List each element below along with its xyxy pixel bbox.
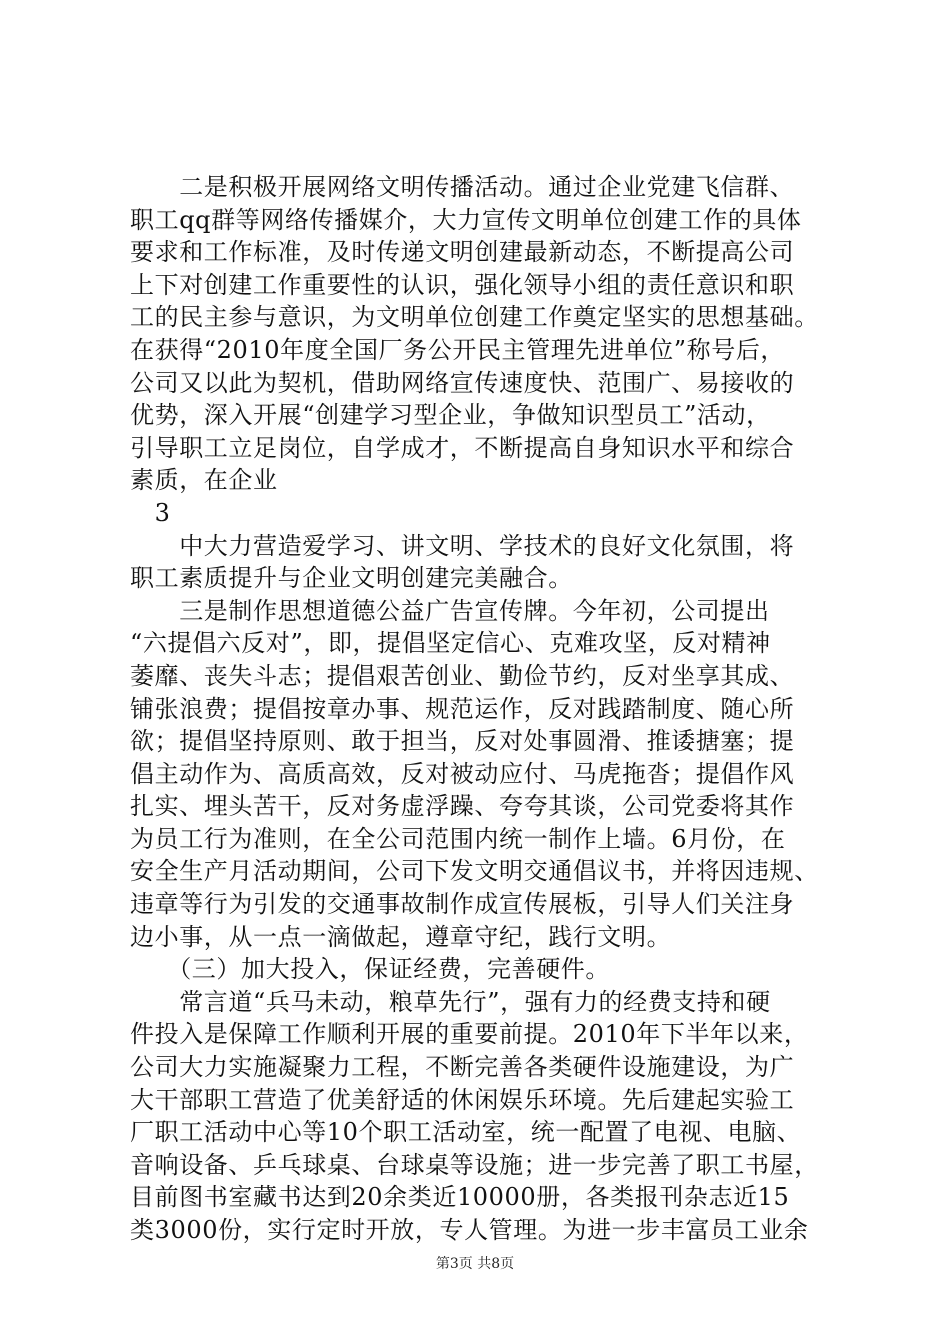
text-line: 音响设备、乒乓球桌、台球桌等设施；进一步完善了职工书屋， — [130, 1150, 819, 1179]
text-line: 素质，在企业 — [130, 466, 278, 495]
text-line: 职工qq群等网络传播媒介，大力宣传文明单位创建工作的具体 — [130, 205, 802, 234]
text-line: 公司又以此为契机，借助网络宣传速度快、范围广、易接收的 — [130, 368, 795, 397]
text-line: 扎实、埋头苦干，反对务虚浮躁、夸夸其谈，公司党委将其作 — [130, 792, 795, 821]
text-line: 为员工行为准则，在全公司范围内统一制作上墙。6月份，在 — [130, 824, 786, 853]
text-line: 优势，深入开展“创建学习型企业，争做知识型员工”活动， — [130, 401, 771, 430]
text-line: 厂职工活动中心等10个职工活动室，统一配置了电视、电脑、 — [130, 1118, 802, 1147]
text-line: 引导职工立足岗位，自学成才，不断提高自身知识水平和综合 — [130, 433, 795, 462]
text-line: 上下对创建工作重要性的认识，强化领导小组的责任意识和职 — [130, 270, 795, 299]
text-line: 萎靡、丧失斗志；提倡艰苦创业、勤俭节约，反对坐享其成、 — [130, 661, 795, 690]
text-line: 铺张浪费；提倡按章办事、规范运作，反对践踏制度、随心所 — [130, 694, 795, 723]
text-line: 工的民主参与意识，为文明单位创建工作奠定坚实的思想基础。 — [130, 303, 819, 332]
text-line: 边小事，从一点一滴做起，遵章守纪，践行文明。 — [130, 922, 672, 951]
text-line: 中大力营造爱学习、讲文明、学技术的良好文化氛围，将 — [130, 531, 795, 560]
page-footer: 第3页 共8页 — [435, 1256, 515, 1272]
text-line: 倡主动作为、高质高效，反对被动应付、马虎拖沓；提倡作风 — [130, 759, 795, 788]
text-line: （三）加大投入，保证经费，完善硬件。 — [130, 955, 610, 984]
text-line: 安全生产月活动期间，公司下发文明交通倡议书，并将因违规、 — [130, 857, 819, 886]
text-line: 要求和工作标准，及时传递文明创建最新动态，不断提高公司 — [130, 238, 795, 267]
text-line: 职工素质提升与企业文明创建完美融合。 — [130, 564, 573, 593]
text-line: 在获得“2010年度全国厂务公开民主管理先进单位”称号后， — [130, 335, 786, 364]
text-line: 三是制作思想道德公益广告宣传牌。今年初，公司提出 — [130, 596, 770, 625]
text-line: 违章等行为引发的交通事故制作成宣传展板，引导人们关注身 — [130, 890, 795, 919]
text-line: “六提倡六反对”，即，提倡坚定信心、克难攻坚，反对精神 — [130, 629, 771, 658]
text-line: 件投入是保障工作顺利开展的重要前提。2010年下半年以来， — [130, 1020, 809, 1049]
text-line: 目前图书室藏书达到20余类近10000册，各类报刊杂志近15 — [130, 1183, 790, 1212]
text-line: 大干部职工营造了优美舒适的休闲娱乐环境。先后建起实验工 — [130, 1085, 795, 1114]
text-line: 常言道“兵马未动，粮草先行”，强有力的经费支持和硬 — [130, 987, 771, 1016]
text-line: 欲；提倡坚持原则、敢于担当，反对处事圆滑、推诿搪塞；提 — [130, 727, 795, 756]
text-line: 公司大力实施凝聚力工程，不断完善各类硬件设施建设，为广 — [130, 1053, 795, 1082]
text-line: 3 — [130, 498, 171, 527]
document-body — [130, 171, 830, 1247]
text-line: 二是积极开展网络文明传播活动。通过企业党建飞信群、 — [130, 173, 795, 201]
text-line: 类3000份，实行定时开放，专人管理。为进一步丰富员工业余 — [130, 1216, 809, 1244]
